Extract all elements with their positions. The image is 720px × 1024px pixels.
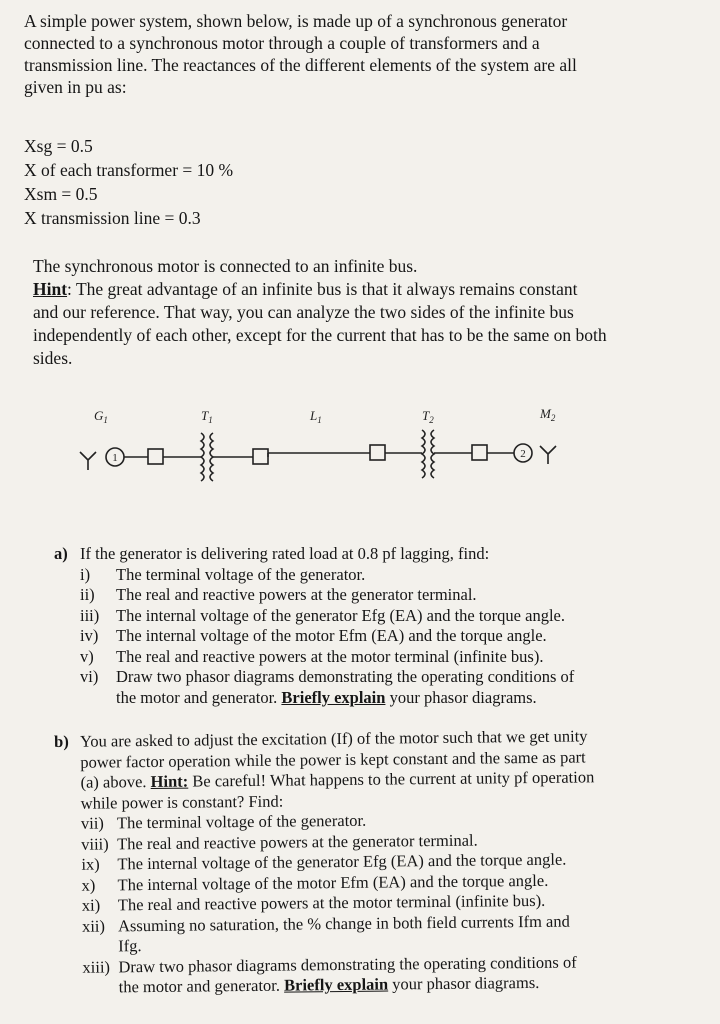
hint-paragraph <box>33 255 693 370</box>
item-text: The internal voltage of the generator Efg (EA) and the torque angle. <box>117 849 567 874</box>
item-number: iv) <box>80 626 99 645</box>
list-item <box>54 585 694 606</box>
item-number: ii) <box>80 585 95 604</box>
bus-box <box>472 445 487 460</box>
bus-box <box>253 449 268 464</box>
item-number: viii) <box>81 833 109 854</box>
item-text: The real and reactive powers at the motor terminal (infinite bus). <box>116 646 544 666</box>
item-number: vii) <box>80 813 104 833</box>
one-line-diagram <box>60 400 620 490</box>
intro-paragraph <box>24 10 674 98</box>
part-b-text: power factor operation while the power is kept constant and the same as part <box>80 746 586 772</box>
intro-line: connected to a synchronous motor through a couple of transformers and a <box>24 33 540 53</box>
reactance-item: X of each transformer = 10 % <box>24 160 234 180</box>
label-t2: $T_2$ <box>422 408 434 425</box>
item-text: Assuming no saturation, the % change in both field currents Ifm and <box>117 911 570 935</box>
item-number: xii) <box>81 915 106 936</box>
label-t1: $T_1$ <box>201 408 213 425</box>
reactance-list <box>24 134 424 230</box>
hint-line: sides. <box>33 348 73 368</box>
briefly-explain-emphasis: Briefly explain <box>283 974 389 995</box>
item-text: The real and reactive powers at the generator terminal. <box>117 830 478 853</box>
part-a-question-text: If the generator is delivering rated load at 0.8 pf lagging, find: <box>80 544 490 563</box>
item-text: The internal voltage of the generator Efg (EA) and the torque angle. <box>116 605 565 625</box>
label-m2: $M_2$ <box>540 406 556 423</box>
label-l1: $L_1$ <box>310 408 322 425</box>
hint-label: Hint <box>33 279 68 299</box>
intro-line: transmission line. The reactances of the different elements of the system are all <box>24 55 577 75</box>
transformer-t1-icon <box>201 433 213 481</box>
list-item <box>54 606 694 627</box>
bus-number-1: 1 <box>112 452 118 464</box>
item-number: v) <box>80 646 94 666</box>
item-text: The internal voltage of the motor Efm (EA) and the torque angle. <box>117 870 549 894</box>
hint-line: and our reference. That way, you can analyze the two sides of the infinite bus <box>33 302 574 322</box>
part-b-hint-text: Be careful! What happens to the current at unity pf operation <box>188 767 595 791</box>
item-number: xiii) <box>82 956 111 977</box>
item-text: Draw two phasor diagrams demonstrating the operating conditions of <box>118 952 577 976</box>
item-text: Draw two phasor diagrams demonstrating the operating conditions of <box>116 667 575 686</box>
item-text: the motor and generator. <box>118 975 285 997</box>
item-number: xi) <box>81 895 101 915</box>
motor-wye-icon <box>540 446 556 464</box>
item-number: iii) <box>80 605 100 625</box>
item-text: The real and reactive powers at the motor terminal (infinite bus). <box>117 890 546 915</box>
bus-box <box>370 445 385 460</box>
item-number: ix) <box>81 854 100 874</box>
hint-line: independently of each other, except for the current that has to be the same on both <box>33 325 607 345</box>
intro-line: given in pu as: <box>24 77 127 97</box>
item-text: The internal voltage of the motor Efm (EA) and the torque angle. <box>116 626 547 645</box>
list-item <box>54 647 694 668</box>
hint-line <box>33 278 693 301</box>
reactance-item: X transmission line = 0.3 <box>24 208 201 228</box>
list-item-continuation <box>54 688 694 709</box>
intro-line: A simple power system, shown below, is made up of a synchronous generator <box>24 11 568 31</box>
bus-box <box>148 449 163 464</box>
item-number: vi) <box>80 667 99 686</box>
part-a-label: a) <box>54 544 68 563</box>
part-b-text: while power is constant? Find: <box>80 791 284 813</box>
part-b <box>54 725 707 998</box>
hint-text: : The great advantage of an infinite bus is that it always remains constant <box>67 279 578 299</box>
item-number: x) <box>81 875 96 895</box>
item-text: The terminal voltage of the generator. <box>116 564 366 584</box>
item-text: the motor and generator. <box>116 687 282 707</box>
item-text: The terminal voltage of the generator. <box>116 810 367 833</box>
part-a <box>54 544 694 708</box>
part-b-label: b) <box>54 731 69 751</box>
item-text: The real and reactive powers at the generator terminal. <box>116 585 477 604</box>
infinite-bus-statement: The synchronous motor is connected to an infinite bus. <box>33 256 418 276</box>
item-text: your phasor diagrams. <box>385 687 537 707</box>
list-item <box>54 565 694 586</box>
item-text: your phasor diagrams. <box>388 972 540 994</box>
part-a-question <box>54 544 694 565</box>
generator-wye-icon <box>80 452 96 470</box>
item-number: i) <box>80 564 91 584</box>
list-item <box>54 626 694 647</box>
reactance-item: Xsg = 0.5 <box>24 136 93 156</box>
bus-number-2: 2 <box>520 448 526 460</box>
reactance-item: Xsm = 0.5 <box>24 184 98 204</box>
part-b-hint-label: Hint: <box>150 771 189 791</box>
item-text: Ifg. <box>118 936 142 956</box>
transformer-t2-icon <box>422 430 434 478</box>
part-b-text: You are asked to adjust the excitation (If) of the motor such that we get unity <box>79 726 588 751</box>
list-item <box>54 667 694 688</box>
part-b-text: (a) above. <box>80 771 151 792</box>
briefly-explain-emphasis: Briefly explain <box>281 687 386 707</box>
label-g1: $G_1$ <box>94 408 108 425</box>
